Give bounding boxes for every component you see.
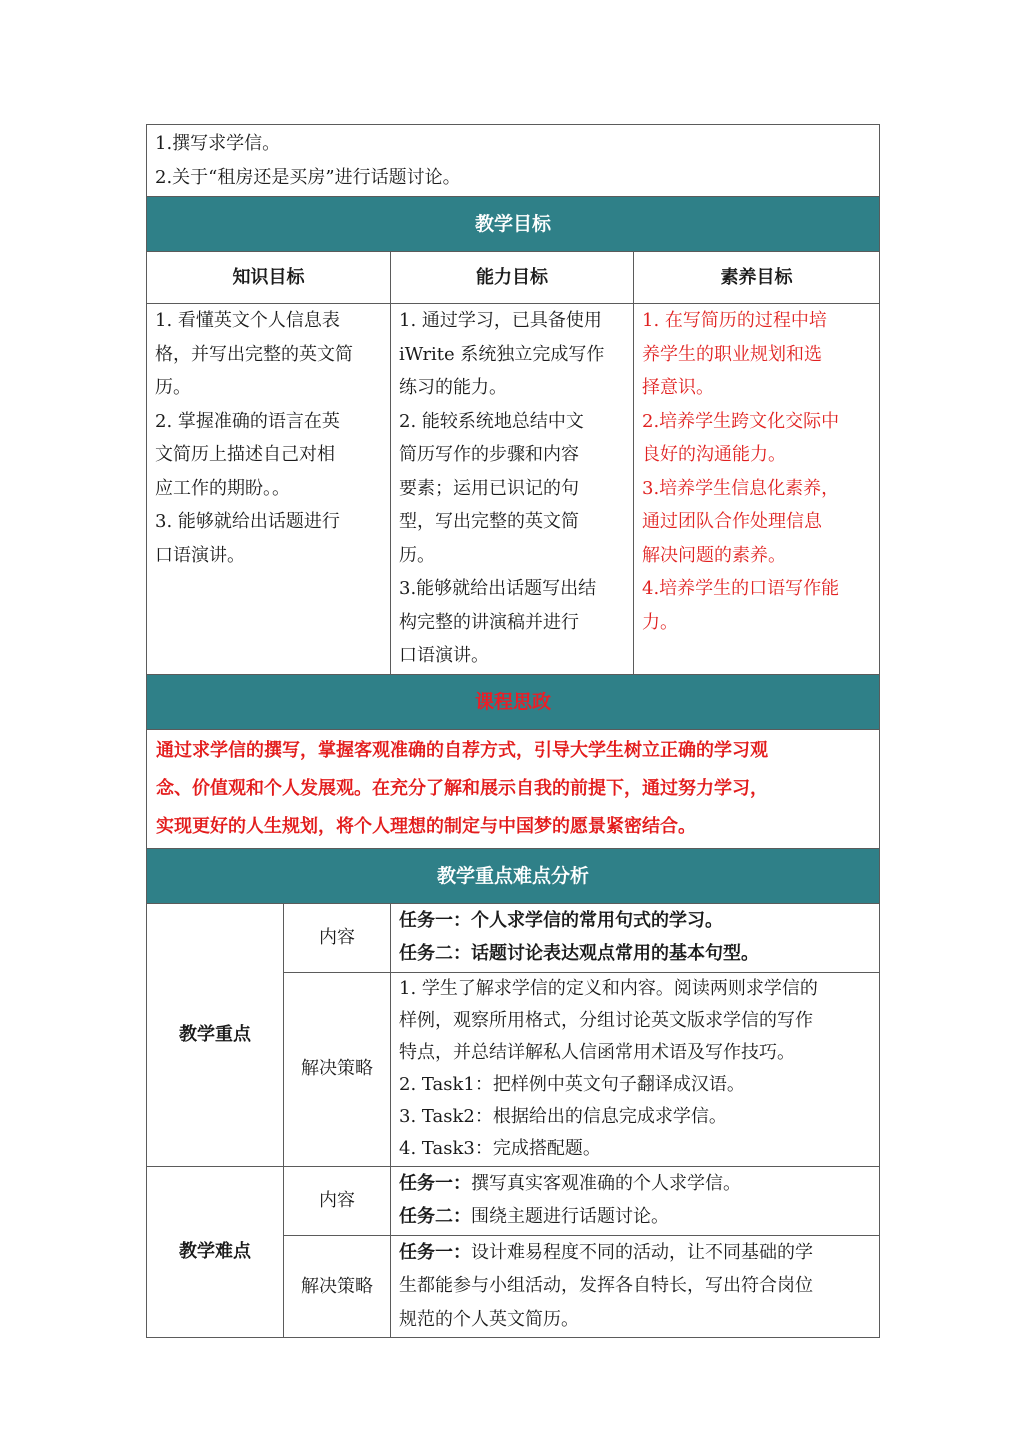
ability-line: 构完整的讲演稿并进行 (399, 611, 579, 633)
knowledge-line: 2. 掌握准确的语言在英 (155, 410, 340, 432)
knowledge-line: 口语演讲。 (155, 544, 245, 566)
key-points-strategy-line: 1. 学生了解求学信的定义和内容。阅读两则求学信的 (399, 977, 818, 999)
ability-line: iWrite 系统独立完成写作 (399, 343, 605, 365)
task-prefix: 任务一： (399, 1241, 471, 1263)
key-points-content-cell (391, 903, 880, 972)
ability-line: 2. 能较系统地总结中文 (399, 410, 584, 432)
literacy-cell (634, 304, 880, 675)
ideology-line: 念、价值观和个人发展观。在充分了解和展示自我的前提下，通过努力学习， (156, 777, 768, 799)
ability-line: 口语演讲。 (399, 645, 489, 666)
ability-line: 要素；运用已识记的句 (399, 477, 579, 499)
literacy-line: 良好的沟通能力。 (642, 444, 786, 465)
knowledge-line: 文简历上描述自己对相 (155, 444, 335, 465)
strategy-text: 设计难易程度不同的活动，让不同基础的学 (471, 1241, 813, 1263)
intro-line: 2.关于“租房还是买房”进行话题讨论。 (155, 166, 461, 188)
literacy-line: 4.培养学生的口语写作能 (642, 578, 840, 599)
key-points-strategy-label: 解决策略 (284, 972, 391, 1166)
knowledge-line: 格，并写出完整的英文简 (155, 343, 353, 365)
key-points-label: 教学重点 (147, 903, 284, 1166)
task-text: 撰写真实客观准确的个人求学信。 (471, 1172, 741, 1194)
literacy-title: 素养目标 (634, 252, 880, 304)
task-prefix: 任务一： (399, 1172, 471, 1194)
literacy-line: 通过团队合作处理信息 (642, 511, 822, 532)
knowledge-title: 知识目标 (147, 252, 391, 304)
difficulties-content-cell (391, 1166, 880, 1235)
knowledge-line: 历。 (155, 377, 191, 398)
objectives-content-row (147, 304, 880, 675)
task-prefix: 任务二： (399, 1206, 471, 1227)
literacy-line: 1. 在写简历的过程中培 (642, 310, 827, 331)
literacy-line: 解决问题的素养。 (642, 544, 786, 566)
ability-line: 3.能够就给出话题写出结 (399, 578, 597, 599)
ability-line: 简历写作的步骤和内容 (399, 444, 579, 465)
key-points-strategy-line: 样例，观察所用格式，分组讨论英文版求学信的写作 (399, 1009, 813, 1031)
key-points-content-label: 内容 (284, 903, 391, 972)
knowledge-line: 应工作的期盼。。 (155, 477, 290, 499)
ability-line: 练习的能力。 (399, 377, 507, 398)
ability-cell (391, 304, 634, 675)
intro-line: 1.撰写求学信。 (155, 133, 281, 154)
knowledge-cell (147, 304, 391, 675)
key-points-content-line: 任务一：个人求学信的常用句式的学习。 (399, 909, 723, 931)
ability-line: 1. 通过学习，已具备使用 (399, 310, 602, 331)
key-points-strategy-line: 特点，并总结详解私人信函常用术语及写作技巧。 (399, 1041, 795, 1063)
task-text: 围绕主题进行话题讨论。 (471, 1206, 669, 1227)
key-points-strategy-line: 2. Task1：把样例中英文句子翻译成汉语。 (399, 1073, 745, 1095)
literacy-line: 择意识。 (642, 377, 714, 398)
key-points-content-line: 任务二：话题讨论表达观点常用的基本句型。 (399, 943, 759, 964)
ideology-row (147, 729, 880, 848)
objectives-header-row (147, 197, 880, 252)
key-points-content-row (147, 903, 880, 972)
ideology-cell (147, 729, 880, 848)
objectives-header: 教学目标 (147, 197, 880, 252)
analysis-header-row (147, 848, 880, 903)
ideology-header-row (147, 674, 880, 729)
literacy-line: 2.培养学生跨文化交际中 (642, 410, 840, 432)
difficulties-content-label: 内容 (284, 1166, 391, 1235)
knowledge-line: 1. 看懂英文个人信息表 (155, 310, 340, 331)
lesson-plan-table (146, 124, 880, 1338)
literacy-line: 养学生的职业规划和选 (642, 343, 822, 365)
literacy-line: 力。 (642, 611, 678, 633)
difficulties-content-row (147, 1166, 880, 1235)
difficulties-strategy-line (399, 1236, 871, 1270)
analysis-header: 教学重点难点分析 (147, 848, 880, 903)
ideology-line: 实现更好的人生规划，将个人理想的制定与中国梦的愿景紧密结合。 (156, 815, 696, 837)
objectives-titles-row (147, 252, 880, 304)
difficulties-content-line (399, 1200, 871, 1234)
ability-line: 型，写出完整的英文简 (399, 511, 579, 532)
ability-line: 历。 (399, 544, 435, 566)
literacy-line: 3.培养学生信息化素养， (642, 477, 840, 499)
ability-title: 能力目标 (391, 252, 634, 304)
difficulties-label: 教学难点 (147, 1166, 284, 1338)
intro-row (147, 125, 880, 197)
lesson-plan-page (146, 124, 879, 1338)
key-points-strategy-line: 4. Task3：完成搭配题。 (399, 1137, 601, 1159)
intro-cell (147, 125, 880, 197)
key-points-strategy-line: 3. Task2：根据给出的信息完成求学信。 (399, 1105, 727, 1127)
difficulties-content-line (399, 1167, 871, 1201)
ideology-header: 课程思政 (147, 674, 880, 729)
difficulties-strategy-line: 规范的个人英文简历。 (399, 1308, 579, 1330)
ideology-line: 通过求学信的撰写，掌握客观准确的自荐方式，引导大学生树立正确的学习观 (156, 739, 768, 761)
difficulties-strategy-label: 解决策略 (284, 1235, 391, 1338)
difficulties-strategy-line: 生都能参与小组活动，发挥各自特长，写出符合岗位 (399, 1275, 813, 1296)
difficulties-strategy-cell (391, 1235, 880, 1338)
key-points-strategy-cell (391, 972, 880, 1166)
knowledge-line: 3. 能够就给出话题进行 (155, 511, 340, 532)
